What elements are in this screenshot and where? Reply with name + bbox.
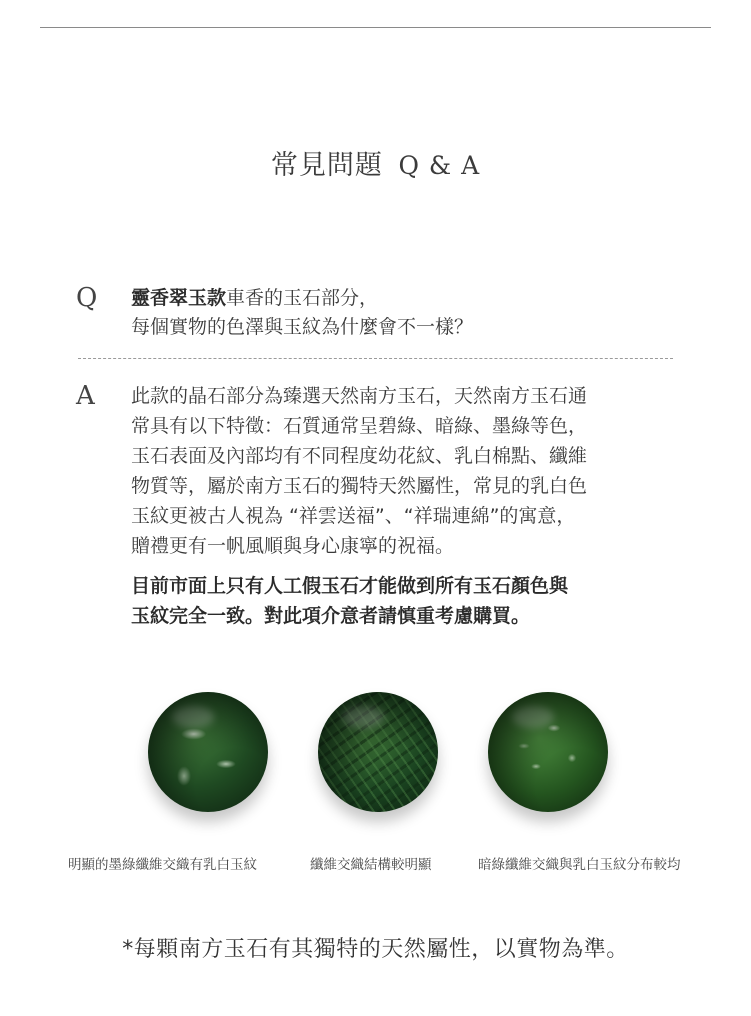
jade-sample-1 [148, 692, 268, 812]
qa-dashed-divider [78, 358, 673, 359]
answer-line: 玉石表面及內部均有不同程度幼花紋、乳白棉點、纖維 [131, 445, 588, 467]
question-text [131, 284, 691, 342]
answer-line: 玉紋更被古人視為 “祥雲送福”、“祥瑞連綿”的寓意， [131, 505, 576, 527]
answer-line: 贈禮更有一帆風順與身心康寧的祝福。 [131, 535, 455, 557]
question-line1: 車香的玉石部分， [226, 287, 379, 309]
answer-line: 此款的晶石部分為臻選天然南方玉石，天然南方玉石通 [131, 385, 588, 407]
sample-caption-2: 纖維交織結構較明顯 [310, 857, 432, 873]
sample-caption-3: 暗綠纖維交織與乳白玉紋分布較均 [478, 857, 681, 873]
question-line2: 每個實物的色澤與玉紋為什麼會不一樣？ [131, 316, 474, 338]
answer-warning [131, 571, 671, 631]
answer-line: 常具有以下特徵：石質通常呈碧綠、暗綠、墨綠等色， [131, 415, 588, 437]
jade-sphere-image [148, 692, 268, 812]
page-title [0, 143, 751, 182]
question-product-name: 靈香翠玉款 [131, 287, 227, 309]
warning-line: 目前市面上只有人工假玉石才能做到所有玉石顏色與 [131, 575, 569, 597]
page-title-text: 常見問題 [270, 150, 383, 181]
jade-sphere-image [318, 692, 438, 812]
jade-sample-2 [318, 692, 438, 812]
top-divider [40, 27, 711, 28]
warning-line: 玉紋完全一致。對此項介意者請慎重考慮購買。 [131, 605, 531, 627]
answer-marker: A [76, 381, 95, 411]
jade-sample-3 [488, 692, 608, 812]
footnote: *每顆南方玉石有其獨特的天然屬性，以實物為準。 [122, 937, 629, 962]
answer-text [131, 381, 671, 561]
jade-sphere-image [488, 692, 608, 812]
answer-line: 物質等，屬於南方玉石的獨特天然屬性，常見的乳白色 [131, 475, 588, 497]
sample-caption-1: 明顯的墨綠纖維交織有乳白玉紋 [68, 857, 257, 873]
question-marker: Q [76, 283, 98, 313]
page-title-qa: Q & A [398, 151, 481, 180]
